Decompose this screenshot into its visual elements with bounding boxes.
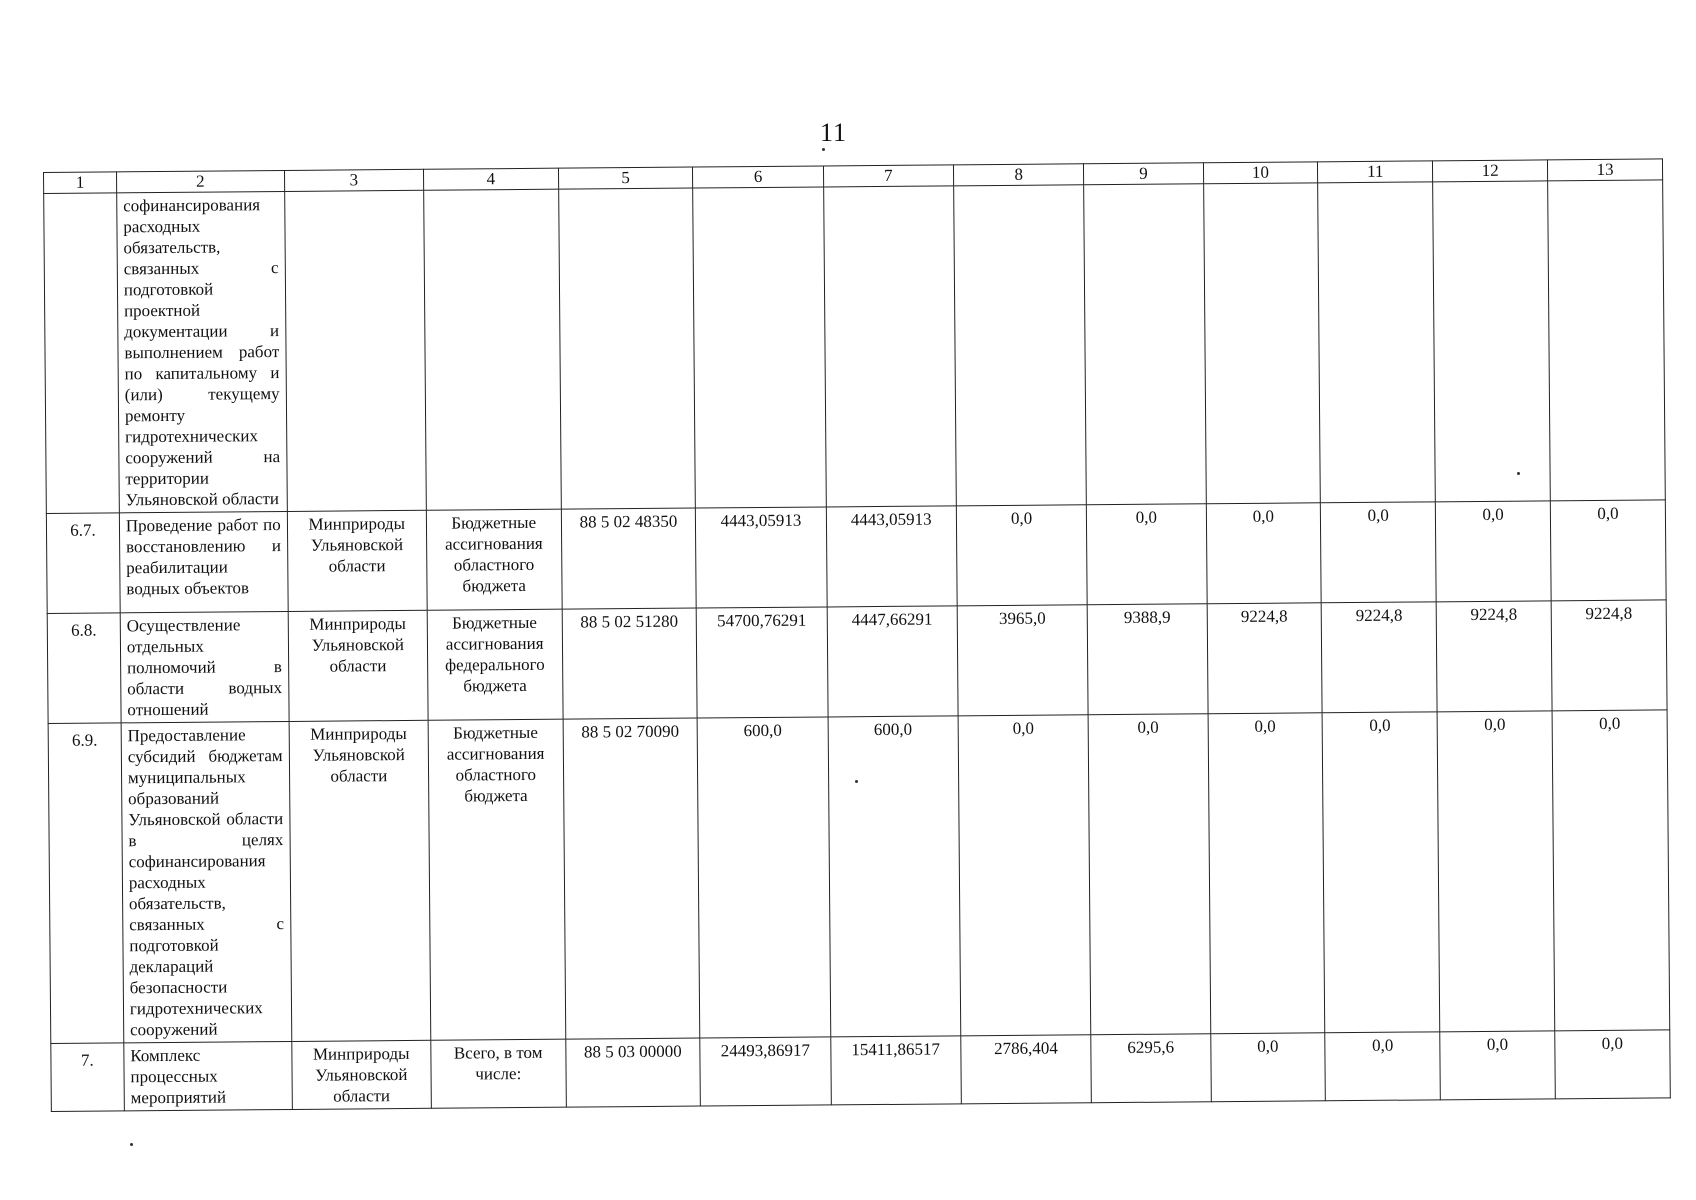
column-header: 1: [44, 172, 117, 194]
value-cell: 24493,86917: [700, 1037, 831, 1106]
funding-source-cell: Бюджетные ассигнования областного бюджета: [428, 719, 565, 1040]
empty-cell: [1203, 183, 1321, 504]
budget-table-wrapper: [43, 158, 1671, 1108]
value-cell: 600,0: [697, 717, 830, 1038]
value-cell: 0,0: [1436, 501, 1552, 602]
row-number-cell: 6.9.: [48, 723, 124, 1044]
value-cell: 2786,404: [961, 1035, 1092, 1104]
description-cell: Проведение работ по восстановлению и реабилитации водных объектов: [119, 511, 288, 612]
funding-source-cell: Бюджетные ассигнования федерального бюджета: [427, 609, 563, 720]
value-cell: 0,0: [1087, 504, 1207, 605]
value-cell: 4443,05913: [826, 506, 957, 607]
row-number-cell: 6.8.: [47, 613, 121, 724]
value-cell: 4443,05913: [696, 507, 827, 608]
value-cell: 9224,8: [1436, 601, 1552, 712]
description-cell: Предоставление субсидий бюджетам муниципальных образований Ульяновской области в целях софинансирования расходных обязательств, связанных с подготовкой деклараций безопасности гидротехнических сооружений: [121, 721, 292, 1042]
value-cell: 0,0: [1555, 1030, 1671, 1099]
value-cell: 9388,9: [1087, 604, 1207, 715]
empty-cell: [424, 189, 561, 510]
table-row: [46, 500, 1666, 614]
value-cell: 0,0: [956, 505, 1087, 606]
scan-speck: [855, 780, 858, 783]
empty-cell: [1433, 181, 1551, 502]
empty-cell: [1318, 182, 1436, 503]
executor-cell: Минприроды Ульяновской области: [288, 610, 428, 721]
value-cell: 15411,86517: [830, 1036, 961, 1105]
empty-cell: [284, 190, 426, 511]
value-cell: 9224,8: [1551, 600, 1667, 711]
value-cell: 0,0: [1206, 503, 1322, 604]
row-number-cell: 7.: [51, 1043, 124, 1112]
value-cell: 3965,0: [957, 605, 1088, 716]
value-cell: 9224,8: [1322, 602, 1438, 713]
budget-code-cell: 88 5 03 00000: [565, 1038, 700, 1107]
column-header: 13: [1547, 159, 1662, 181]
description-cell: Осуществление отдельных полномочий в области водных отношений: [120, 611, 289, 722]
empty-cell: [954, 185, 1087, 506]
description-cell: Комплекс процессных мероприятий: [124, 1041, 292, 1110]
value-cell: 0,0: [1322, 712, 1440, 1033]
column-header: 4: [423, 168, 558, 190]
empty-cell: [558, 188, 695, 509]
budget-code-cell: 88 5 02 48350: [561, 508, 697, 609]
value-cell: 0,0: [1550, 500, 1666, 601]
value-cell: 0,0: [1321, 502, 1437, 603]
value-cell: 0,0: [1552, 710, 1670, 1031]
empty-cell: [1084, 184, 1206, 505]
empty-cell: [1548, 180, 1666, 501]
funding-source-cell: Всего, в том числе:: [431, 1039, 566, 1108]
table-row: [51, 1030, 1671, 1112]
value-cell: 54700,76291: [696, 607, 827, 718]
column-header: 2: [116, 170, 284, 192]
column-header: 11: [1318, 161, 1433, 183]
empty-cell: [823, 186, 956, 507]
value-cell: 0,0: [1437, 711, 1555, 1032]
column-header: 7: [823, 165, 953, 187]
value-cell: 6295,6: [1091, 1034, 1211, 1103]
column-header: 12: [1433, 160, 1548, 182]
empty-cell: [693, 187, 826, 508]
value-cell: 9224,8: [1207, 603, 1323, 714]
description-cell: софинансирования расходных обязательств, связанных с подготовкой проектной документации и выполнением работ по капитальному и (или) текущему ремонту гидротехнических сооружений на территории Ульяновской области: [117, 191, 288, 512]
value-cell: 0,0: [1325, 1032, 1440, 1101]
column-header: 10: [1203, 162, 1318, 184]
table-row: [48, 710, 1670, 1044]
table-row-continued: [44, 180, 1666, 514]
budget-code-cell: 88 5 02 70090: [563, 718, 700, 1039]
column-header: 6: [693, 166, 823, 188]
value-cell: 0,0: [1088, 714, 1210, 1035]
page-number: 11: [820, 118, 848, 147]
value-cell: 0,0: [1440, 1031, 1555, 1100]
column-header: 9: [1084, 163, 1203, 185]
row-number-cell: 6.7.: [46, 513, 120, 614]
executor-cell: Минприроды Ульяновской области: [287, 510, 427, 611]
executor-cell: Минприроды Ульяновской области: [292, 1040, 432, 1109]
value-cell: 600,0: [828, 716, 961, 1037]
funding-source-cell: Бюджетные ассигнования областного бюджета: [426, 509, 562, 610]
scan-speck: [130, 1143, 133, 1146]
value-cell: 0,0: [1210, 1033, 1325, 1102]
budget-table: [43, 158, 1671, 1112]
column-header: 8: [953, 164, 1083, 186]
column-header: 5: [558, 167, 693, 189]
executor-cell: Минприроды Ульяновской области: [289, 720, 431, 1041]
row-number-cell: [44, 193, 120, 514]
value-cell: 0,0: [1208, 713, 1326, 1034]
budget-code-cell: 88 5 02 51280: [562, 608, 698, 719]
scan-speck: [1517, 472, 1520, 475]
table-row: [47, 600, 1667, 724]
value-cell: 4447,66291: [827, 606, 958, 717]
scan-speck: [822, 148, 825, 151]
value-cell: 0,0: [958, 715, 1091, 1036]
column-header: 3: [284, 169, 423, 191]
